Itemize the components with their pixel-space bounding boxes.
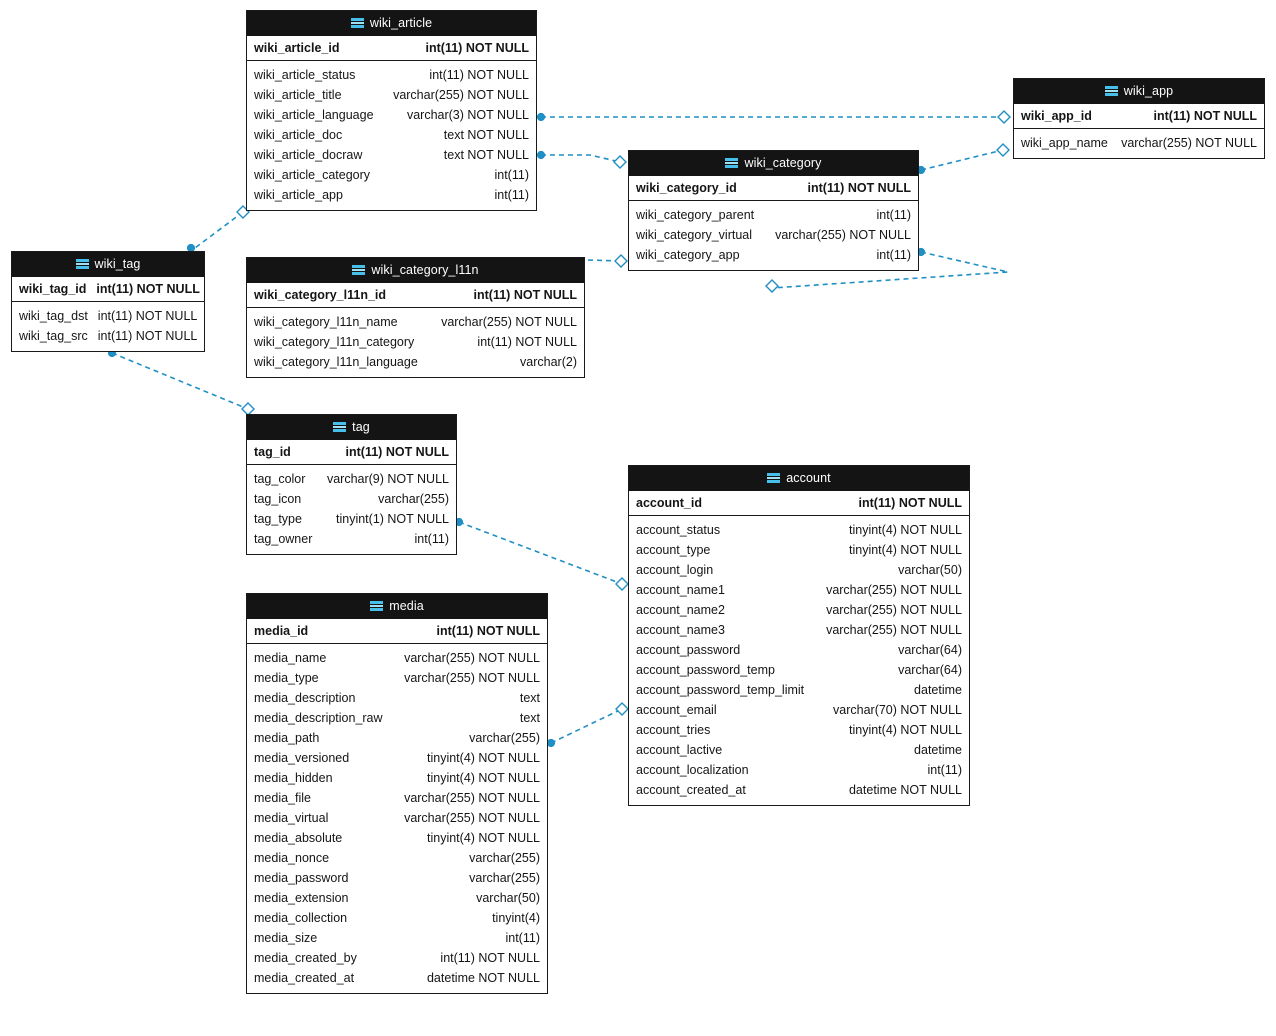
column-row bbox=[1014, 133, 1264, 153]
primary-key-row bbox=[247, 440, 456, 465]
column-name: account_name2 bbox=[636, 603, 725, 617]
column-name: media_description bbox=[254, 691, 356, 705]
column-type: int(11) NOT NULL bbox=[97, 329, 198, 343]
column-row bbox=[629, 680, 969, 700]
entity-wiki_tag[interactable] bbox=[11, 251, 205, 352]
column-type: int(11) NOT NULL bbox=[440, 951, 540, 965]
column-name: media_nonce bbox=[254, 851, 330, 865]
column-row bbox=[629, 205, 918, 225]
column-type: int(11) NOT NULL bbox=[858, 496, 962, 510]
column-name: account_type bbox=[636, 543, 711, 557]
column-name: tag_owner bbox=[254, 532, 313, 546]
table-icon bbox=[1105, 86, 1118, 96]
column-name: account_status bbox=[636, 523, 721, 537]
column-type: varchar(255) NOT NULL bbox=[404, 671, 540, 685]
column-type: varchar(255) NOT NULL bbox=[1121, 136, 1257, 150]
column-row bbox=[247, 688, 547, 708]
entity-title: wiki_category_l11n bbox=[371, 263, 479, 277]
column-row bbox=[629, 700, 969, 720]
edge-article-to-category bbox=[541, 155, 620, 162]
column-name: account_name1 bbox=[636, 583, 725, 597]
primary-key-row bbox=[247, 619, 547, 644]
column-row bbox=[247, 105, 536, 125]
column-row bbox=[247, 908, 547, 928]
column-type: tinyint(4) bbox=[492, 911, 540, 925]
column-row bbox=[247, 185, 536, 205]
column-name: wiki_category_l11n_language bbox=[254, 355, 418, 369]
column-list bbox=[629, 201, 918, 270]
column-row bbox=[12, 326, 204, 346]
column-row bbox=[247, 888, 547, 908]
entity-title: wiki_category bbox=[744, 156, 822, 170]
column-name: tag_id bbox=[254, 445, 291, 459]
column-name: wiki_tag_id bbox=[19, 282, 87, 296]
column-row bbox=[247, 529, 456, 549]
column-row bbox=[629, 760, 969, 780]
column-row bbox=[247, 509, 456, 529]
column-type: varchar(255) NOT NULL bbox=[441, 315, 577, 329]
column-type: int(11) bbox=[927, 763, 962, 777]
primary-key-row bbox=[247, 36, 536, 61]
column-row bbox=[247, 85, 536, 105]
entity-header bbox=[629, 466, 969, 491]
column-row bbox=[629, 640, 969, 660]
column-type: varchar(255) bbox=[469, 871, 540, 885]
column-type: varchar(3) NOT NULL bbox=[406, 108, 529, 122]
edge-l11n-to-category bbox=[588, 260, 623, 261]
column-row bbox=[247, 748, 547, 768]
column-name: media_extension bbox=[254, 891, 349, 905]
column-name: media_size bbox=[254, 931, 318, 945]
primary-key-row bbox=[1014, 104, 1264, 129]
column-name: account_name3 bbox=[636, 623, 725, 637]
column-name: media_type bbox=[254, 671, 319, 685]
column-name: media_path bbox=[254, 731, 320, 745]
column-type: text bbox=[519, 691, 540, 705]
column-type: int(11) bbox=[505, 931, 540, 945]
column-type: tinyint(4) NOT NULL bbox=[849, 723, 962, 737]
column-type: int(11) NOT NULL bbox=[96, 282, 200, 296]
primary-key-row bbox=[629, 491, 969, 516]
column-type: varchar(255) NOT NULL bbox=[404, 651, 540, 665]
column-type: tinyint(4) NOT NULL bbox=[427, 771, 540, 785]
column-row bbox=[247, 928, 547, 948]
column-list bbox=[247, 308, 584, 377]
column-type: varchar(255) NOT NULL bbox=[393, 88, 529, 102]
column-name: account_login bbox=[636, 563, 714, 577]
column-row bbox=[247, 648, 547, 668]
column-list bbox=[247, 644, 547, 993]
column-name: media_id bbox=[254, 624, 309, 638]
column-type: datetime bbox=[914, 683, 962, 697]
column-name: tag_color bbox=[254, 472, 306, 486]
column-name: wiki_category_l11n_category bbox=[254, 335, 415, 349]
entity-title: wiki_app bbox=[1123, 84, 1174, 98]
column-type: varchar(2) bbox=[520, 355, 577, 369]
column-type: text bbox=[519, 711, 540, 725]
column-row bbox=[247, 808, 547, 828]
column-type: int(11) NOT NULL bbox=[345, 445, 449, 459]
column-list bbox=[629, 516, 969, 805]
column-type: datetime bbox=[914, 743, 962, 757]
column-type: varchar(255) NOT NULL bbox=[404, 811, 540, 825]
entity-header bbox=[1014, 79, 1264, 104]
column-type: datetime NOT NULL bbox=[848, 783, 962, 797]
edge-tag-to-account bbox=[459, 522, 622, 584]
table-icon bbox=[351, 18, 364, 28]
column-type: varchar(255) NOT NULL bbox=[826, 583, 962, 597]
column-row bbox=[629, 600, 969, 620]
column-row bbox=[247, 469, 456, 489]
column-type: text NOT NULL bbox=[443, 128, 529, 142]
column-row bbox=[247, 848, 547, 868]
column-row bbox=[247, 352, 584, 372]
column-row bbox=[247, 948, 547, 968]
column-row bbox=[629, 720, 969, 740]
column-row bbox=[247, 788, 547, 808]
column-name: wiki_article_app bbox=[254, 188, 343, 202]
primary-key-row bbox=[629, 176, 918, 201]
column-name: wiki_category_parent bbox=[636, 208, 755, 222]
column-name: media_name bbox=[254, 651, 327, 665]
edge-wikitag-to-tag bbox=[112, 353, 248, 409]
column-type: datetime NOT NULL bbox=[426, 971, 540, 985]
column-name: media_virtual bbox=[254, 811, 329, 825]
column-type: varchar(50) bbox=[476, 891, 540, 905]
column-type: varchar(70) NOT NULL bbox=[833, 703, 962, 717]
column-row bbox=[247, 768, 547, 788]
column-name: wiki_app_id bbox=[1021, 109, 1092, 123]
column-name: account_password_temp_limit bbox=[636, 683, 805, 697]
column-row bbox=[629, 245, 918, 265]
column-name: wiki_category_l11n_name bbox=[254, 315, 398, 329]
column-row bbox=[629, 560, 969, 580]
column-row bbox=[629, 540, 969, 560]
column-name: wiki_category_virtual bbox=[636, 228, 753, 242]
column-type: int(11) bbox=[876, 208, 911, 222]
column-name: media_versioned bbox=[254, 751, 350, 765]
edge-media-to-account bbox=[551, 709, 622, 743]
column-row bbox=[629, 660, 969, 680]
entity-wiki_category[interactable] bbox=[628, 150, 919, 271]
column-type: varchar(255) bbox=[378, 492, 449, 506]
column-type: varchar(64) bbox=[898, 643, 962, 657]
column-name: media_description_raw bbox=[254, 711, 383, 725]
column-name: tag_icon bbox=[254, 492, 302, 506]
column-row bbox=[629, 520, 969, 540]
entity-title: media bbox=[389, 599, 424, 613]
column-type: int(11) NOT NULL bbox=[1153, 109, 1257, 123]
column-list bbox=[12, 302, 204, 351]
column-name: wiki_category_id bbox=[636, 181, 737, 195]
table-icon bbox=[725, 158, 738, 168]
column-type: tinyint(4) NOT NULL bbox=[849, 543, 962, 557]
column-type: tinyint(4) NOT NULL bbox=[849, 523, 962, 537]
entity-header bbox=[629, 151, 918, 176]
column-row bbox=[629, 620, 969, 640]
column-name: media_absolute bbox=[254, 831, 343, 845]
column-type: varchar(255) bbox=[469, 731, 540, 745]
column-name: account_id bbox=[636, 496, 702, 510]
column-type: tinyint(4) NOT NULL bbox=[427, 831, 540, 845]
column-row bbox=[247, 312, 584, 332]
column-row bbox=[247, 708, 547, 728]
column-name: account_lactive bbox=[636, 743, 723, 757]
column-name: account_password_temp bbox=[636, 663, 775, 677]
column-name: media_hidden bbox=[254, 771, 333, 785]
column-type: int(11) bbox=[494, 168, 529, 182]
column-name: media_collection bbox=[254, 911, 348, 925]
column-list bbox=[1014, 129, 1264, 158]
table-icon bbox=[370, 601, 383, 611]
column-name: wiki_category_l11n_id bbox=[254, 288, 387, 302]
column-row bbox=[247, 668, 547, 688]
column-type: tinyint(1) NOT NULL bbox=[336, 512, 449, 526]
column-row bbox=[247, 868, 547, 888]
entity-title: wiki_tag bbox=[94, 257, 141, 271]
column-type: varchar(255) NOT NULL bbox=[826, 623, 962, 637]
column-name: account_localization bbox=[636, 763, 749, 777]
entity-tag[interactable] bbox=[246, 414, 457, 555]
column-type: int(11) bbox=[876, 248, 911, 262]
column-type: varchar(255) NOT NULL bbox=[404, 791, 540, 805]
entity-account[interactable] bbox=[628, 465, 970, 806]
column-row bbox=[629, 225, 918, 245]
primary-key-row bbox=[12, 277, 204, 302]
column-type: int(11) NOT NULL bbox=[477, 335, 577, 349]
column-row bbox=[247, 489, 456, 509]
column-name: media_file bbox=[254, 791, 311, 805]
column-row bbox=[247, 165, 536, 185]
column-type: varchar(255) bbox=[469, 851, 540, 865]
column-type: int(11) bbox=[494, 188, 529, 202]
entity-header bbox=[247, 594, 547, 619]
column-type: int(11) bbox=[414, 532, 449, 546]
column-name: media_password bbox=[254, 871, 349, 885]
column-name: media_created_by bbox=[254, 951, 357, 965]
entity-title: account bbox=[786, 471, 831, 485]
column-row bbox=[629, 580, 969, 600]
column-type: varchar(64) bbox=[898, 663, 962, 677]
column-type: int(11) NOT NULL bbox=[473, 288, 577, 302]
column-type: text NOT NULL bbox=[443, 148, 529, 162]
column-type: int(11) NOT NULL bbox=[425, 41, 529, 55]
edge-article-to-tag bbox=[195, 212, 243, 248]
column-name: wiki_article_docraw bbox=[254, 148, 363, 162]
column-name: account_password bbox=[636, 643, 741, 657]
column-type: varchar(50) bbox=[898, 563, 962, 577]
table-icon bbox=[76, 259, 89, 269]
entity-title: wiki_article bbox=[369, 16, 433, 30]
entity-header bbox=[247, 258, 584, 283]
column-type: int(11) NOT NULL bbox=[97, 309, 198, 323]
column-row bbox=[247, 332, 584, 352]
primary-key-row bbox=[247, 283, 584, 308]
column-name: tag_type bbox=[254, 512, 302, 526]
column-row bbox=[247, 125, 536, 145]
column-name: wiki_article_status bbox=[254, 68, 356, 82]
column-type: varchar(255) NOT NULL bbox=[775, 228, 911, 242]
column-type: varchar(9) NOT NULL bbox=[326, 472, 449, 486]
column-row bbox=[247, 968, 547, 988]
entity-wiki_article[interactable] bbox=[246, 10, 537, 211]
entity-media[interactable] bbox=[246, 593, 548, 994]
entity-wiki_app[interactable] bbox=[1013, 78, 1265, 159]
table-icon bbox=[352, 265, 365, 275]
column-row bbox=[247, 65, 536, 85]
column-type: int(11) NOT NULL bbox=[436, 624, 540, 638]
column-name: wiki_article_category bbox=[254, 168, 371, 182]
column-list bbox=[247, 61, 536, 210]
edge-category-to-app bbox=[921, 150, 1003, 170]
column-name: account_tries bbox=[636, 723, 711, 737]
column-name: media_created_at bbox=[254, 971, 355, 985]
column-name: account_created_at bbox=[636, 783, 746, 797]
entity-header bbox=[247, 415, 456, 440]
column-type: int(11) NOT NULL bbox=[807, 181, 911, 195]
entity-header bbox=[247, 11, 536, 36]
column-name: wiki_app_name bbox=[1021, 136, 1108, 150]
column-name: wiki_tag_dst bbox=[19, 309, 88, 323]
column-name: wiki_category_app bbox=[636, 248, 740, 262]
entity-header bbox=[12, 252, 204, 277]
column-name: wiki_article_title bbox=[254, 88, 342, 102]
table-icon bbox=[767, 473, 780, 483]
column-row bbox=[247, 728, 547, 748]
column-row bbox=[629, 740, 969, 760]
column-list bbox=[247, 465, 456, 554]
column-type: int(11) NOT NULL bbox=[429, 68, 529, 82]
column-row bbox=[629, 780, 969, 800]
entity-wiki_category_l11n[interactable] bbox=[246, 257, 585, 378]
entity-title: tag bbox=[352, 420, 370, 434]
column-row bbox=[247, 828, 547, 848]
column-row bbox=[12, 306, 204, 326]
column-name: wiki_article_doc bbox=[254, 128, 343, 142]
column-name: wiki_article_language bbox=[254, 108, 374, 122]
column-name: wiki_article_id bbox=[254, 41, 340, 55]
table-icon bbox=[333, 422, 346, 432]
column-row bbox=[247, 145, 536, 165]
column-name: wiki_tag_src bbox=[19, 329, 88, 343]
column-name: account_email bbox=[636, 703, 717, 717]
column-type: varchar(255) NOT NULL bbox=[826, 603, 962, 617]
column-type: tinyint(4) NOT NULL bbox=[427, 751, 540, 765]
